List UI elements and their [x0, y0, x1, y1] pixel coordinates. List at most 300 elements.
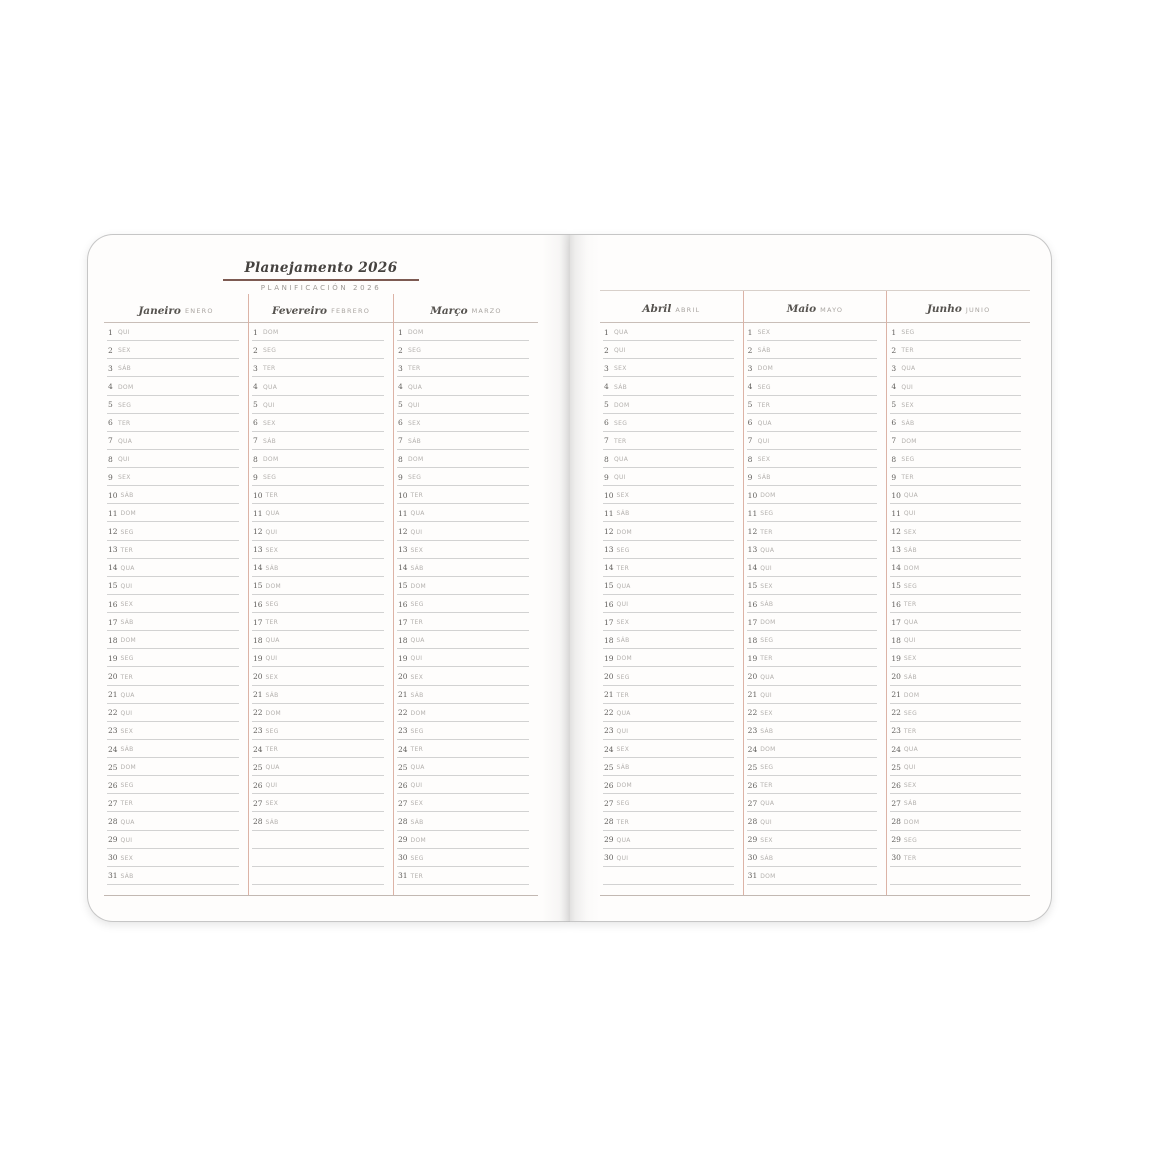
planner-open-spread: [87, 234, 1052, 922]
day-row: [107, 486, 239, 504]
day-row: [747, 849, 878, 867]
day-number: 6: [747, 418, 753, 428]
day-weekday: TER: [265, 492, 279, 500]
day-row: [890, 686, 1021, 704]
day-weekday: TER: [408, 365, 421, 373]
day-weekday: SEX: [903, 528, 917, 536]
day-weekday: QUI: [410, 655, 423, 663]
day-number: 20: [747, 672, 758, 681]
day-weekday: SEX: [118, 347, 131, 355]
day-number: 2: [604, 345, 609, 355]
day-number: 17: [108, 617, 118, 627]
month-column-abril: [600, 291, 743, 895]
day-weekday: QUA: [616, 836, 631, 844]
day-number: 25: [604, 762, 614, 772]
day-weekday: QUA: [614, 456, 629, 463]
day-row: [890, 595, 1021, 613]
day-number: 1: [398, 327, 403, 337]
day-row: [603, 812, 734, 830]
day-row: [890, 341, 1021, 359]
day-number: 24: [604, 744, 614, 754]
day-row: [747, 686, 878, 704]
day-weekday: SEG: [408, 474, 422, 482]
day-row: [107, 667, 239, 685]
day-number: 28: [891, 817, 901, 826]
day-weekday: SÁB: [903, 546, 917, 554]
day-number: 12: [398, 527, 408, 536]
day-number: 18: [253, 635, 263, 645]
day-row: [603, 468, 734, 486]
day-row: [890, 704, 1021, 722]
day-number: 23: [604, 726, 614, 736]
day-number: 20: [108, 672, 118, 681]
day-row: [397, 812, 529, 830]
day-row: [107, 631, 239, 649]
day-row: [603, 758, 734, 776]
day-number: 22: [747, 708, 758, 718]
day-number: 30: [747, 853, 758, 863]
day-row: [397, 396, 529, 414]
day-weekday: SÁB: [410, 691, 424, 699]
day-row: [252, 649, 384, 667]
day-weekday: TER: [265, 619, 279, 627]
day-row: [890, 849, 1021, 867]
day-number: 2: [398, 345, 403, 355]
day-weekday: QUI: [120, 709, 133, 717]
day-weekday: SÁB: [760, 854, 774, 862]
day-row: [747, 740, 878, 758]
day-number: 19: [604, 653, 614, 663]
day-weekday: DOM: [903, 691, 920, 699]
day-weekday: SÁB: [410, 564, 424, 572]
day-number: 14: [747, 563, 758, 573]
day-number: 29: [891, 835, 901, 845]
day-number: 16: [891, 599, 901, 609]
month-header-marco: [394, 294, 538, 323]
day-weekday: QUA: [760, 800, 775, 808]
day-row: [252, 504, 384, 522]
month-name-es: ABRIL: [675, 305, 701, 314]
day-weekday: TER: [901, 474, 914, 482]
day-weekday: DOM: [616, 782, 632, 790]
day-weekday: SEG: [901, 456, 915, 463]
day-weekday: TER: [410, 619, 424, 627]
day-weekday: DOM: [760, 746, 776, 753]
day-row: [252, 686, 384, 704]
day-weekday: SEX: [616, 492, 630, 500]
day-number: 23: [108, 726, 118, 736]
month-name-pt: Fevereiro: [271, 304, 328, 317]
day-weekday: QUA: [263, 383, 278, 391]
day-weekday: SEG: [120, 528, 134, 536]
day-weekday: TER: [760, 782, 773, 790]
day-row: [107, 341, 239, 359]
day-number: 29: [604, 835, 614, 845]
day-number: 7: [604, 436, 609, 446]
day-number: 24: [398, 744, 408, 754]
month-name-es: ENERO: [184, 307, 214, 316]
day-number: 27: [253, 798, 263, 808]
day-number: 3: [108, 363, 113, 373]
day-row: [252, 559, 384, 577]
day-weekday: TER: [118, 419, 131, 427]
day-row: [603, 667, 734, 685]
empty-day-row: [603, 867, 734, 885]
day-row: [747, 504, 878, 522]
day-number: 16: [604, 599, 614, 609]
day-row: [747, 867, 878, 885]
day-row: [107, 776, 239, 794]
day-row: [603, 794, 734, 812]
day-row: [107, 831, 239, 849]
day-rows: [249, 323, 393, 885]
day-number: 8: [891, 454, 897, 464]
day-number: 10: [108, 490, 118, 500]
day-row: [397, 577, 529, 595]
day-row: [747, 323, 878, 341]
day-number: 6: [108, 418, 113, 428]
day-row: [603, 831, 734, 849]
day-number: 23: [891, 726, 901, 736]
day-number: 21: [747, 690, 758, 700]
day-number: 24: [747, 744, 758, 754]
day-weekday: SÁB: [757, 347, 771, 355]
day-row: [603, 541, 734, 559]
day-number: 28: [747, 817, 758, 826]
day-weekday: SEG: [410, 727, 424, 735]
day-row: [397, 450, 529, 468]
day-weekday: DOM: [616, 528, 632, 536]
day-weekday: QUA: [265, 510, 280, 518]
day-weekday: SÁB: [901, 419, 915, 427]
day-number: 9: [891, 472, 897, 482]
day-number: 22: [891, 708, 901, 718]
day-weekday: DOM: [265, 709, 281, 717]
day-weekday: SEG: [760, 510, 774, 518]
day-row: [107, 758, 239, 776]
day-number: 15: [747, 581, 758, 591]
day-row: [397, 686, 529, 704]
day-row: [397, 595, 529, 613]
day-row: [603, 323, 734, 341]
day-number: 14: [398, 563, 408, 573]
day-number: 23: [253, 726, 263, 736]
day-weekday: QUA: [265, 764, 280, 772]
day-rows: [887, 323, 1030, 885]
day-row: [252, 486, 384, 504]
day-weekday: QUA: [118, 437, 133, 445]
day-number: 24: [253, 744, 263, 754]
day-row: [397, 704, 529, 722]
day-weekday: SEX: [760, 582, 773, 590]
day-number: 27: [891, 798, 901, 808]
day-number: 4: [891, 382, 897, 391]
day-weekday: SEG: [120, 782, 134, 790]
day-weekday: QUA: [903, 746, 919, 753]
day-row: [747, 522, 878, 540]
day-weekday: QUI: [410, 528, 423, 536]
day-row: [107, 577, 239, 595]
day-number: 6: [604, 418, 609, 428]
day-row: [747, 758, 878, 776]
day-number: 28: [108, 817, 118, 826]
day-row: [603, 595, 734, 613]
day-row: [397, 631, 529, 649]
title-block: [104, 261, 538, 292]
day-number: 13: [398, 545, 408, 555]
day-weekday: TER: [265, 746, 279, 753]
day-weekday: SEG: [903, 836, 918, 844]
day-row: [603, 649, 734, 667]
day-number: 10: [398, 490, 408, 500]
day-weekday: QUA: [410, 510, 425, 518]
day-weekday: SÁB: [120, 492, 134, 500]
day-row: [890, 504, 1021, 522]
day-number: 15: [108, 581, 118, 591]
day-weekday: DOM: [120, 764, 136, 772]
day-weekday: TER: [901, 347, 914, 355]
day-row: [747, 377, 878, 395]
day-weekday: QUA: [120, 818, 135, 826]
day-number: 15: [604, 581, 614, 591]
day-weekday: SÁB: [616, 510, 630, 518]
day-weekday: DOM: [614, 401, 630, 409]
day-number: 18: [108, 635, 118, 645]
day-row: [252, 522, 384, 540]
day-row: [107, 740, 239, 758]
day-row: [397, 649, 529, 667]
day-row: [107, 450, 239, 468]
day-number: 11: [253, 508, 263, 518]
day-weekday: QUA: [903, 492, 919, 500]
day-number: 3: [398, 363, 403, 373]
day-row: [890, 649, 1021, 667]
day-number: 1: [604, 327, 609, 337]
month-header-maio: [744, 291, 887, 323]
day-number: 11: [108, 508, 118, 518]
day-number: 22: [604, 708, 614, 718]
day-number: 16: [747, 599, 758, 609]
day-row: [747, 595, 878, 613]
day-number: 11: [891, 508, 901, 518]
day-row: [397, 613, 529, 631]
day-weekday: SEX: [410, 546, 424, 554]
day-weekday: SÁB: [616, 637, 630, 645]
day-number: 10: [253, 490, 263, 500]
day-weekday: SEX: [614, 365, 627, 373]
day-row: [603, 776, 734, 794]
day-weekday: SEX: [760, 836, 773, 844]
day-number: 28: [398, 817, 408, 826]
day-weekday: TER: [120, 673, 134, 681]
day-row: [107, 504, 239, 522]
day-weekday: QUI: [616, 601, 629, 608]
day-row: [397, 722, 529, 740]
day-number: 7: [108, 436, 113, 446]
day-number: 15: [891, 581, 901, 591]
day-row: [107, 704, 239, 722]
day-row: [252, 450, 384, 468]
month-column-fevereiro: [248, 294, 393, 895]
day-row: [603, 704, 734, 722]
day-row: [252, 794, 384, 812]
day-row: [890, 414, 1021, 432]
day-number: 31: [398, 871, 408, 881]
day-row: [107, 522, 239, 540]
day-number: 8: [747, 454, 753, 464]
day-weekday: DOM: [760, 492, 776, 500]
day-weekday: SÁB: [265, 818, 279, 826]
day-row: [252, 776, 384, 794]
day-row: [252, 812, 384, 830]
day-weekday: SEG: [616, 800, 630, 808]
day-weekday: SEX: [903, 782, 917, 790]
month-column-janeiro: [104, 294, 248, 895]
day-row: [890, 667, 1021, 685]
day-weekday: DOM: [263, 329, 279, 337]
day-number: 31: [108, 871, 118, 881]
day-weekday: SEG: [408, 347, 422, 355]
day-row: [107, 414, 239, 432]
day-row: [603, 722, 734, 740]
day-weekday: DOM: [118, 383, 134, 391]
day-number: 3: [253, 363, 258, 373]
day-weekday: QUI: [120, 836, 133, 844]
day-number: 19: [891, 653, 901, 663]
day-number: 8: [253, 454, 258, 464]
day-number: 9: [398, 472, 403, 482]
day-row: [397, 432, 529, 450]
day-row: [107, 794, 239, 812]
day-row: [397, 867, 529, 885]
day-row: [747, 468, 878, 486]
day-number: 6: [253, 418, 258, 428]
day-row: [397, 323, 529, 341]
months-grid-right: [600, 290, 1030, 896]
day-weekday: SEX: [757, 456, 771, 463]
day-number: 10: [891, 490, 901, 500]
day-row: [747, 414, 878, 432]
day-row: [397, 776, 529, 794]
day-weekday: QUI: [903, 764, 916, 772]
day-weekday: QUI: [614, 474, 626, 482]
day-number: 8: [604, 454, 609, 464]
day-number: 15: [253, 581, 263, 591]
day-number: 21: [891, 690, 901, 700]
day-weekday: TER: [903, 601, 917, 608]
day-row: [107, 812, 239, 830]
day-number: 17: [891, 617, 901, 627]
day-weekday: SEG: [901, 329, 915, 337]
months-grid-left: [104, 294, 538, 896]
day-row: [252, 432, 384, 450]
empty-day-row: [252, 849, 384, 867]
day-row: [747, 776, 878, 794]
day-number: 26: [747, 780, 758, 790]
day-row: [890, 559, 1021, 577]
day-weekday: QUI: [265, 782, 278, 790]
day-weekday: TER: [616, 564, 630, 572]
day-number: 12: [253, 527, 263, 536]
day-row: [890, 323, 1021, 341]
day-number: 26: [108, 780, 118, 790]
month-name-pt: Maio: [786, 303, 817, 316]
day-row: [603, 740, 734, 758]
day-number: 17: [604, 617, 614, 627]
day-number: 14: [891, 563, 901, 573]
day-weekday: SEG: [903, 582, 918, 590]
month-name-es: JUNIO: [965, 305, 991, 314]
day-weekday: TER: [616, 691, 630, 699]
day-weekday: SEG: [263, 474, 277, 482]
day-weekday: SÁB: [120, 619, 134, 627]
day-number: 4: [604, 382, 609, 391]
day-number: 5: [108, 400, 113, 410]
day-weekday: SÁB: [760, 727, 774, 735]
day-weekday: QUA: [410, 764, 425, 772]
day-row: [747, 541, 878, 559]
day-row: [252, 704, 384, 722]
day-weekday: SÁB: [263, 437, 277, 445]
day-number: 19: [253, 653, 263, 663]
day-number: 30: [108, 853, 118, 863]
day-weekday: DOM: [410, 582, 426, 590]
day-weekday: QUI: [760, 564, 773, 572]
day-weekday: QUI: [903, 637, 916, 645]
day-number: 31: [747, 871, 758, 881]
day-weekday: QUA: [120, 691, 135, 699]
month-name-pt: Janeiro: [138, 304, 181, 317]
day-row: [603, 613, 734, 631]
day-number: 7: [253, 436, 258, 446]
month-column-marco: [393, 294, 538, 895]
day-weekday: SEX: [760, 709, 773, 717]
day-number: 24: [891, 744, 901, 754]
day-number: 29: [398, 835, 408, 845]
day-number: 27: [604, 798, 614, 808]
day-weekday: SEX: [263, 419, 276, 427]
day-weekday: SEX: [903, 655, 917, 663]
day-row: [890, 631, 1021, 649]
day-number: 29: [747, 835, 758, 845]
day-row: [107, 613, 239, 631]
day-weekday: TER: [410, 872, 424, 880]
day-number: 22: [398, 708, 408, 718]
title-underline: [223, 279, 419, 281]
day-weekday: SEX: [120, 854, 134, 862]
day-row: [747, 613, 878, 631]
day-row: [107, 649, 239, 667]
day-weekday: SEX: [118, 474, 131, 482]
day-number: 21: [108, 690, 118, 700]
day-weekday: SEX: [410, 673, 424, 681]
day-weekday: QUA: [760, 673, 775, 681]
day-number: 9: [747, 472, 753, 482]
day-number: 11: [747, 508, 758, 518]
day-row: [890, 740, 1021, 758]
empty-day-row: [252, 867, 384, 885]
day-number: 14: [604, 563, 614, 573]
day-row: [747, 667, 878, 685]
day-weekday: QUA: [901, 365, 916, 373]
day-number: 8: [398, 454, 403, 464]
day-row: [252, 613, 384, 631]
day-row: [603, 559, 734, 577]
day-weekday: DOM: [760, 619, 776, 627]
day-number: 25: [253, 762, 263, 772]
month-header-janeiro: [104, 294, 248, 323]
day-weekday: QUI: [118, 456, 130, 463]
